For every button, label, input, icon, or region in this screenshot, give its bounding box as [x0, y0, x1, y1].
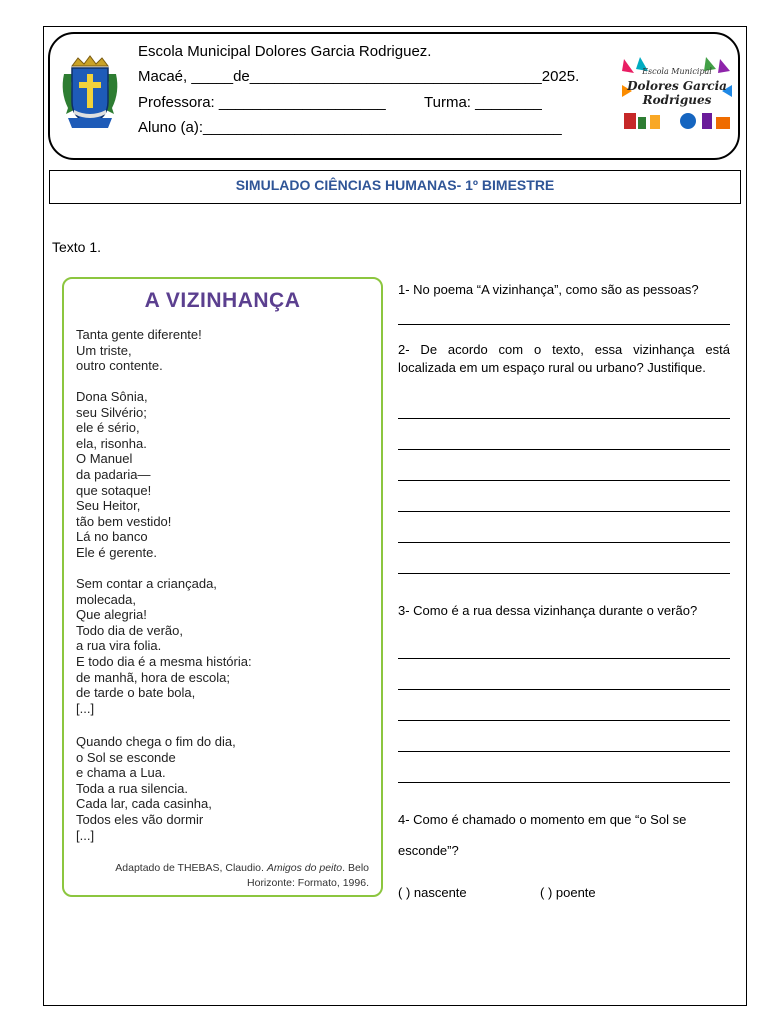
poem-line: da padaria—	[76, 466, 151, 482]
poem-line: Que alegria!	[76, 607, 147, 623]
class-line: Turma: ________	[424, 94, 542, 111]
school-logo	[620, 55, 734, 133]
teacher-line: Professora: ____________________	[138, 94, 386, 111]
poem-line: seu Silvério;	[76, 404, 147, 420]
question-4-continuation: esconde”?	[398, 843, 459, 858]
source-author: Adaptado de THEBAS, Claudio.	[115, 862, 267, 874]
poem-line: Um triste,	[76, 342, 132, 358]
option-nascente[interactable]: ( ) nascente	[398, 885, 467, 900]
poem-box	[62, 277, 383, 897]
answer-line[interactable]	[398, 542, 730, 543]
source-city: . Belo	[342, 862, 369, 874]
svg-text:Escola Municipal: Escola Municipal	[642, 67, 712, 76]
poem-line: que sotaque!	[76, 482, 152, 498]
poem-line: O Manuel	[76, 451, 133, 467]
poem-line: Cada lar, cada casinha,	[76, 796, 212, 812]
source-book-title: Amigos do peito	[266, 862, 343, 874]
poem-line: Todos eles vão dormir	[76, 811, 204, 827]
poem-line: tão bem vestido!	[76, 513, 172, 529]
poem-line: Tanta gente diferente!	[76, 327, 202, 342]
poem-line: molecada,	[76, 591, 136, 607]
poem-line: Ele é gerente.	[76, 544, 157, 560]
poem-stanza	[76, 327, 202, 374]
poem-line: Quando chega o fim do dia,	[76, 734, 236, 749]
poem-line: o Sol se esconde	[76, 749, 176, 765]
answer-line[interactable]	[398, 751, 730, 752]
poem-source	[115, 861, 369, 891]
poem-line: Lá no banco	[76, 529, 148, 545]
poem-line: ela, risonha.	[76, 435, 147, 451]
answer-line[interactable]	[398, 511, 730, 512]
answer-line[interactable]	[398, 720, 730, 721]
poem-line: [...]	[76, 700, 95, 716]
coat-of-arms-icon	[60, 52, 120, 132]
student-line: Aluno (a):___________________________________________	[138, 119, 562, 136]
exam-title-box	[49, 170, 741, 204]
exam-title: SIMULADO CIÊNCIAS HUMANAS- 1º BIMESTRE	[235, 177, 555, 193]
poem-line: de manhã, hora de escola;	[76, 669, 230, 685]
poem-line: Sem contar a criançada,	[76, 576, 217, 591]
question-1: 1- No poema “A vizinhança”, como são as pessoas?	[398, 282, 699, 297]
poem-line: Seu Heitor,	[76, 498, 141, 514]
poem-line: a rua vira folia.	[76, 638, 162, 654]
svg-text:Rodrigues: Rodrigues	[642, 93, 712, 107]
city-date-line: Macaé, _____de___________________________________2025.	[138, 68, 580, 85]
poem-title: A VIZINHANÇA	[144, 289, 301, 312]
answer-line[interactable]	[398, 658, 730, 659]
poem-line: [...]	[76, 827, 95, 843]
poem-line: Toda a rua silencia.	[76, 780, 189, 796]
answer-line[interactable]	[398, 449, 730, 450]
poem-stanza	[76, 576, 252, 716]
poem-line: de tarde o bate bola,	[76, 685, 196, 701]
poem-stanza	[76, 734, 236, 843]
answer-line[interactable]	[398, 324, 730, 325]
option-poente[interactable]: ( ) poente	[540, 885, 596, 900]
question-2: 2- De acordo com o texto, essa vizinhança está localizada em um espaço rural ou urbano? Justifique.	[398, 342, 730, 375]
answer-line[interactable]	[398, 573, 730, 574]
answer-line[interactable]	[398, 480, 730, 481]
question-4: 4- Como é chamado o momento em que “o Sol se	[398, 812, 687, 827]
school-name: Escola Municipal Dolores Garcia Rodriguez.	[138, 43, 432, 60]
poem-stanza	[76, 389, 171, 561]
answer-line[interactable]	[398, 782, 730, 783]
question-3: 3- Como é a rua dessa vizinhança durante o verão?	[398, 603, 698, 618]
poem-line: Todo dia de verão,	[76, 622, 183, 638]
svg-text:Dolores Garcia: Dolores Garcia	[627, 79, 727, 93]
source-publisher: Horizonte: Formato, 1996.	[247, 877, 369, 889]
poem-line: Dona Sônia,	[76, 389, 148, 404]
answer-line[interactable]	[398, 689, 730, 690]
poem-line: E todo dia é a mesma história:	[76, 653, 252, 669]
poem-line: outro contente.	[76, 358, 163, 374]
answer-line[interactable]	[398, 418, 730, 419]
poem-line: ele é sério,	[76, 420, 140, 436]
poem-line: e chama a Lua.	[76, 765, 166, 781]
text-label: Texto 1.	[52, 239, 102, 255]
